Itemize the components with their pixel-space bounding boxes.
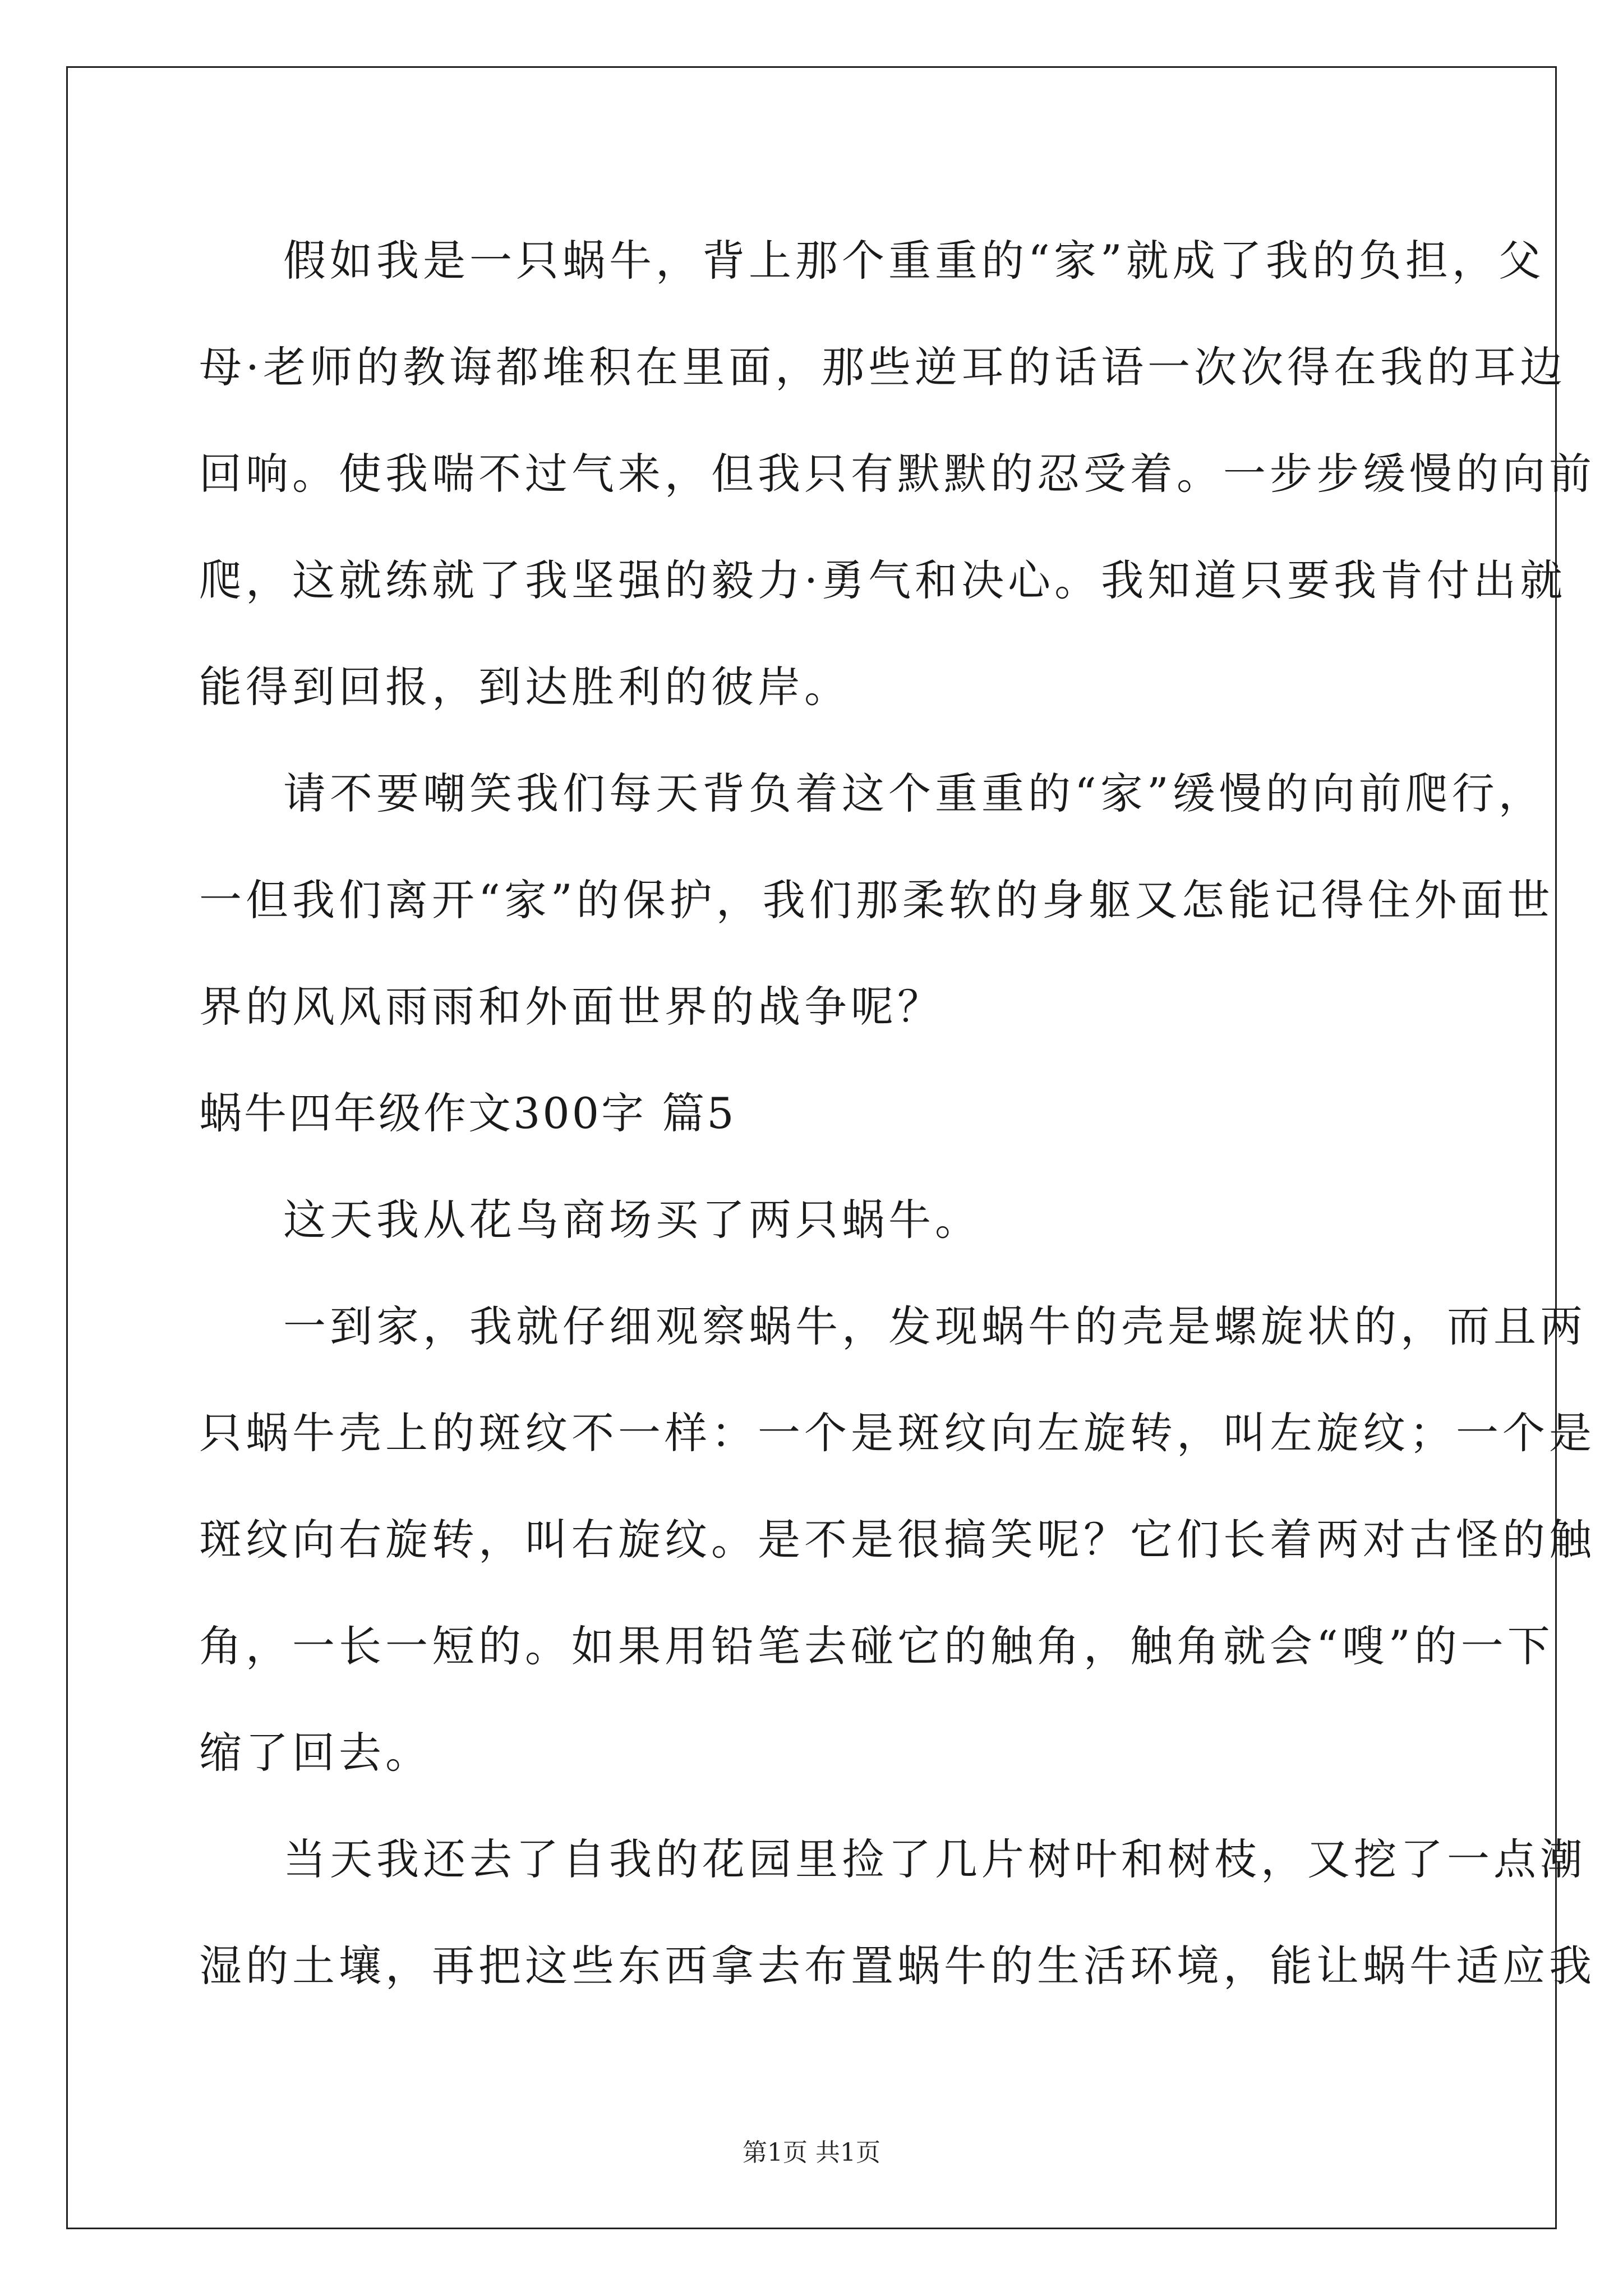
paragraph-1-line-4: 爬，这就练就了我坚强的毅力·勇气和决心。我知道只要我肯付出就 xyxy=(199,555,1567,605)
paragraph-4-line-5: 缩了回去。 xyxy=(199,1728,432,1778)
page-number-footer: 第1页 共1页 xyxy=(743,2138,880,2167)
document-body xyxy=(199,208,1596,2019)
paragraph-5-line-1: 当天我还去了自我的花园里捡了几片树叶和树枝，又挖了一点潮 xyxy=(283,1834,1587,1884)
paragraph-2-line-2: 一但我们离开“家”的保护，我们那柔软的身躯又怎能记得住外面世 xyxy=(199,875,1554,925)
paragraph-1-line-5: 能得到回报，到达胜利的彼岸。 xyxy=(199,662,851,712)
paragraph-5-line-2: 湿的土壤，再把这些东西拿去布置蜗牛的生活环境，能让蜗牛适应我 xyxy=(199,1941,1596,1991)
paragraph-1-line-1: 假如我是一只蜗牛，背上那个重重的“家”就成了我的负担，父 xyxy=(283,236,1545,286)
paragraph-4-line-1: 一到家，我就仔细观察蜗牛，发现蜗牛的壳是螺旋状的，而且两 xyxy=(283,1301,1587,1351)
paragraph-4-line-3: 斑纹向右旋转，叫右旋纹。是不是很搞笑呢？它们长着两对古怪的触 xyxy=(199,1515,1596,1565)
paragraph-1-line-3: 回响。使我喘不过气来，但我只有默默的忍受着。一步步缓慢的向前 xyxy=(199,449,1596,499)
section-heading: 蜗牛四年级作文300字 篇5 xyxy=(199,1088,736,1138)
paragraph-4-line-4: 角，一长一短的。如果用铅笔去碰它的触角，触角就会“嗖”的一下 xyxy=(199,1621,1554,1671)
paragraph-1-line-2: 母·老师的教诲都堆积在里面，那些逆耳的话语一次次得在我的耳边 xyxy=(199,342,1567,392)
paragraph-3-line-1: 这天我从花鸟商场买了两只蜗牛。 xyxy=(283,1195,981,1245)
paragraph-2-line-1: 请不要嘲笑我们每天背负着这个重重的“家”缓慢的向前爬行， xyxy=(283,769,1545,818)
paragraph-2-line-3: 界的风风雨雨和外面世界的战争呢？ xyxy=(199,982,944,1032)
paragraph-4-line-2: 只蜗牛壳上的斑纹不一样：一个是斑纹向左旋转，叫左旋纹；一个是 xyxy=(199,1408,1596,1458)
